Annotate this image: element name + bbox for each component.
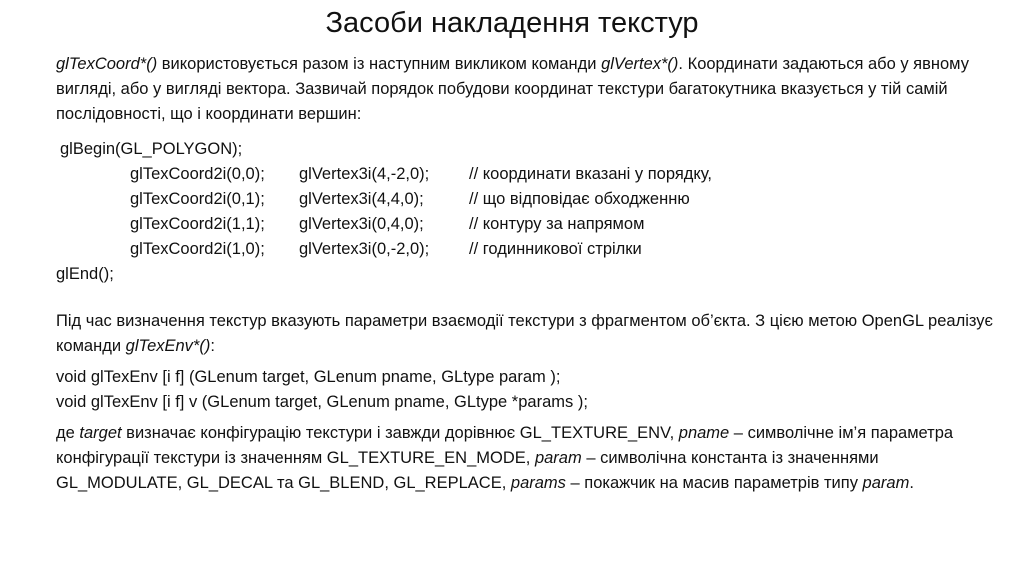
code-row: [56, 162, 1006, 187]
code-texcoord: glTexCoord2i(0,0);: [130, 165, 265, 183]
code-begin: glBegin(GL_POLYGON);: [60, 140, 243, 158]
param-param: param: [534, 449, 582, 467]
param-param-type: param: [862, 474, 910, 492]
code-comment: // координати вказані у порядку,: [469, 165, 712, 183]
code-vertex: glVertex3i(4,-2,0);: [299, 165, 430, 183]
code-comment: // контуру за напрямом: [469, 215, 645, 233]
fn-gltexenv: glTexEnv*(): [125, 337, 211, 355]
texenv-paragraph: [56, 309, 1006, 359]
slide-body: [56, 52, 1006, 496]
param-params: params: [510, 474, 566, 492]
params-text: – покажчик на масив параметрів типу: [565, 474, 863, 492]
signature-line: void glTexEnv [i f] (GLenum target, GLenum pname, GLtype param );: [56, 368, 561, 386]
code-row: [56, 212, 1006, 237]
code-vertex: glVertex3i(4,4,0);: [299, 190, 424, 208]
code-texcoord: glTexCoord2i(1,1);: [130, 215, 265, 233]
code-end: glEnd();: [56, 265, 114, 283]
fn-gltexcoord: glTexCoord*(): [56, 55, 158, 73]
texenv-text-2: :: [210, 337, 215, 355]
signature-line: void glTexEnv [i f] v (GLenum target, GLenum pname, GLtype *params );: [56, 393, 588, 411]
code-texcoord: glTexCoord2i(0,1);: [130, 190, 265, 208]
params-text: – символічне ім’я параметра конфігурації текстури із значенням GL_TEXTURE_EN_MODE,: [56, 424, 954, 467]
param-target: target: [79, 424, 122, 442]
fn-glvertex: glVertex*(): [601, 55, 679, 73]
intro-text-1: використовується разом із наступним викликом команди: [157, 55, 602, 73]
code-vertex: glVertex3i(0,4,0);: [299, 215, 424, 233]
code-vertex: glVertex3i(0,-2,0);: [299, 240, 430, 258]
signature-block: [56, 365, 1006, 415]
code-block: [56, 137, 1006, 287]
code-comment: // годинникової стрілки: [469, 240, 642, 258]
code-row: [56, 187, 1006, 212]
params-paragraph: [56, 421, 1006, 496]
code-row: [56, 237, 1006, 262]
slide-title: Засоби накладення текстур: [325, 7, 699, 39]
params-text: визначає конфігурацію текстури і завжди дорівнює GL_TEXTURE_ENV,: [121, 424, 679, 442]
texenv-text-1: Під час визначення текстур вказують параметри взаємодії текстури з фрагментом об’єкта. З цією метою OpenGL реалізує команди: [56, 312, 993, 355]
params-text: .: [909, 474, 914, 492]
param-pname: pname: [678, 424, 730, 442]
intro-text-2: . Координати задаються або у явному вигляді, або у вигляді вектора. Зазвичай порядок побудови координат текстури багатокутника вказується у тій самій послідовності, що і координати вершин:: [56, 55, 969, 123]
params-text: – символічна константа із значеннями GL_MODULATE, GL_DECAL та GL_BLEND, GL_REPLACE,: [56, 449, 879, 492]
code-texcoord: glTexCoord2i(1,0);: [130, 240, 265, 258]
intro-paragraph: [56, 52, 1006, 127]
params-text: де: [56, 424, 80, 442]
code-comment: // що відповідає обходженню: [469, 190, 690, 208]
